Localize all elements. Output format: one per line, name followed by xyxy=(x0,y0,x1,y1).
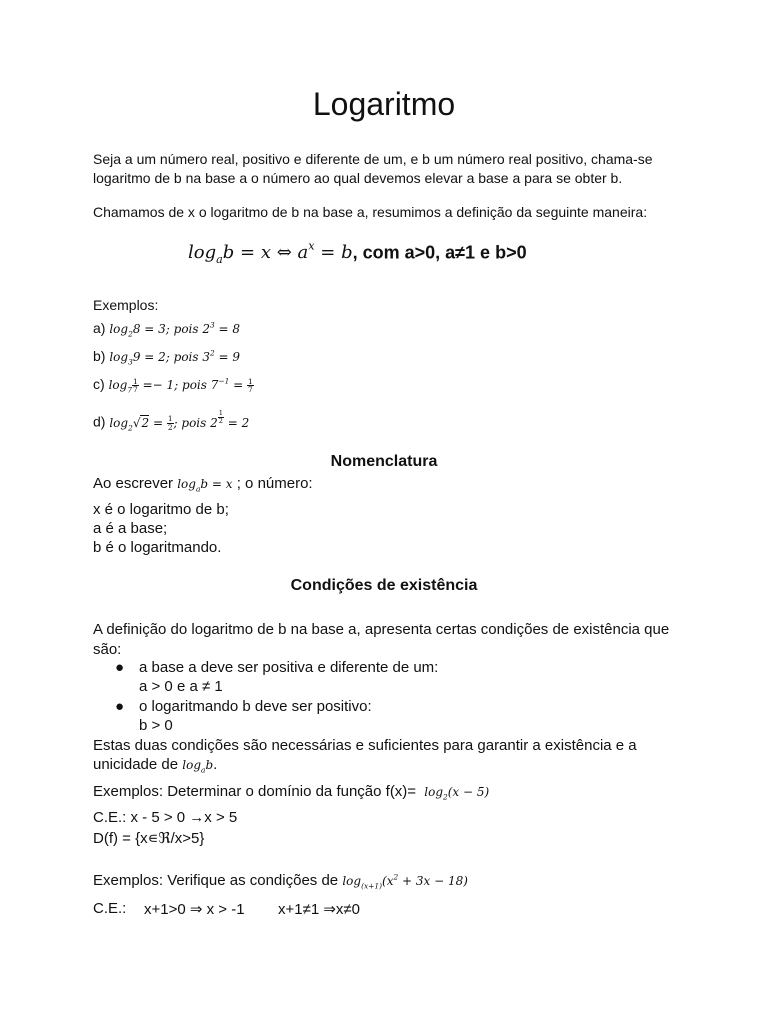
definition-formula xyxy=(188,240,527,266)
example-c: c) $\log_7$ $\frac{1}{7}$ =− 1; pois $7^{-1}$ = $\frac{1}{7}$ xyxy=(93,376,253,395)
definition-math: $\log_ab = x$ ⇔ $a^x = b$ xyxy=(188,240,353,267)
condicoes-bullet-2: o logaritmando b deve ser positivo: xyxy=(139,698,372,715)
example-c-label: c) xyxy=(93,376,105,392)
exemplo-dominio-text: Exemplos: Determinar o domínio da função f(x)= xyxy=(93,783,417,800)
example-a: a) $\log_28 = 3$; pois $2^3 = 8$ xyxy=(93,320,241,339)
condicoes-bullet-1: a base a deve ser positiva e diferente de um: xyxy=(139,659,439,676)
intro-paragraph: Seja a um número real, positivo e diferente de um, e b um número real positivo, chama-se logaritmo de b na base a o número ao qual devemos elevar a base a para se obter b. xyxy=(93,151,653,186)
exemplo-verifique-ce-1: x+1>0 ⇒ x > -1 xyxy=(144,901,245,918)
nomenclatura-line: x é o logaritmo de b; xyxy=(93,501,229,518)
section-heading-nomenclatura: Nomenclatura xyxy=(330,453,438,470)
exemplo-dominio: Exemplos: Determinar o domínio da função $f(x)= \log_2(x - 5)$ xyxy=(93,783,490,802)
example-d-label: d) xyxy=(93,413,106,430)
example-d: d) $\log_2√2$ = $\frac{1}{2}$ ; pois 2 $^{\frac{1}{2}}$ = 2 xyxy=(93,409,250,432)
example-b: b) $\log_39 = 2$; pois $3^2 = 9$ xyxy=(93,348,241,367)
condicoes-closing-2-text: unicidade de xyxy=(93,756,179,773)
example-a-label: a) xyxy=(93,320,106,336)
exemplo-verifique-ce-label: C.E.: xyxy=(93,900,127,917)
exemplo-verifique-ce-2: x+1≠1 ⇒x≠0 xyxy=(278,901,360,918)
condicoes-paragraph: A definição do logaritmo de b na base a, apresenta certas condições de existência que são: xyxy=(93,621,670,658)
exemplo-verifique: Exemplos: Verifique as condições de $\log_{(x+1)}(x^2 + 3x - 18)$ xyxy=(93,872,468,891)
example-b-label: b) xyxy=(93,348,106,364)
condicoes-closing: Estas duas condições são necessárias e suficientes para garantir a existência e a xyxy=(93,737,637,754)
examples-label: Exemplos: xyxy=(93,297,159,313)
nomenclatura-lead-text: Ao escrever xyxy=(93,475,174,492)
condicoes-bullet-2-detail: b > 0 xyxy=(139,717,173,734)
page-title: Logaritmo xyxy=(312,86,456,122)
section-heading-condicoes: Condições de existência xyxy=(290,577,478,594)
bullet-icon: ● xyxy=(115,659,125,676)
exemplo-verifique-text: Exemplos: Verifique as condições de xyxy=(93,872,339,889)
nomenclatura-lead-end: ; o número: xyxy=(236,475,313,492)
exemplo-dominio-df: D(f) = {x∊ℜ/x>5} xyxy=(93,830,205,847)
nomenclatura-lead: Ao escrever $\log_ab = x$ ; o número: xyxy=(93,475,313,494)
bullet-icon: ● xyxy=(115,698,125,715)
intro-paragraph-2: Chamamos de x o logaritmo de b na base a, resumimos a definição da seguinte maneira: xyxy=(93,204,648,220)
exemplo-dominio-ce: C.E.: x - 5 > 0 →x > 5 xyxy=(93,809,238,826)
nomenclatura-line: b é o logaritmando. xyxy=(93,539,222,556)
condicoes-closing-2: unicidade de $\log_ab$. xyxy=(93,756,218,775)
definition-conditions: , com a>0, a≠1 e b>0 xyxy=(352,242,527,263)
condicoes-bullet-1-detail: a > 0 e a ≠ 1 xyxy=(139,678,223,695)
nomenclatura-line: a é a base; xyxy=(93,520,168,537)
